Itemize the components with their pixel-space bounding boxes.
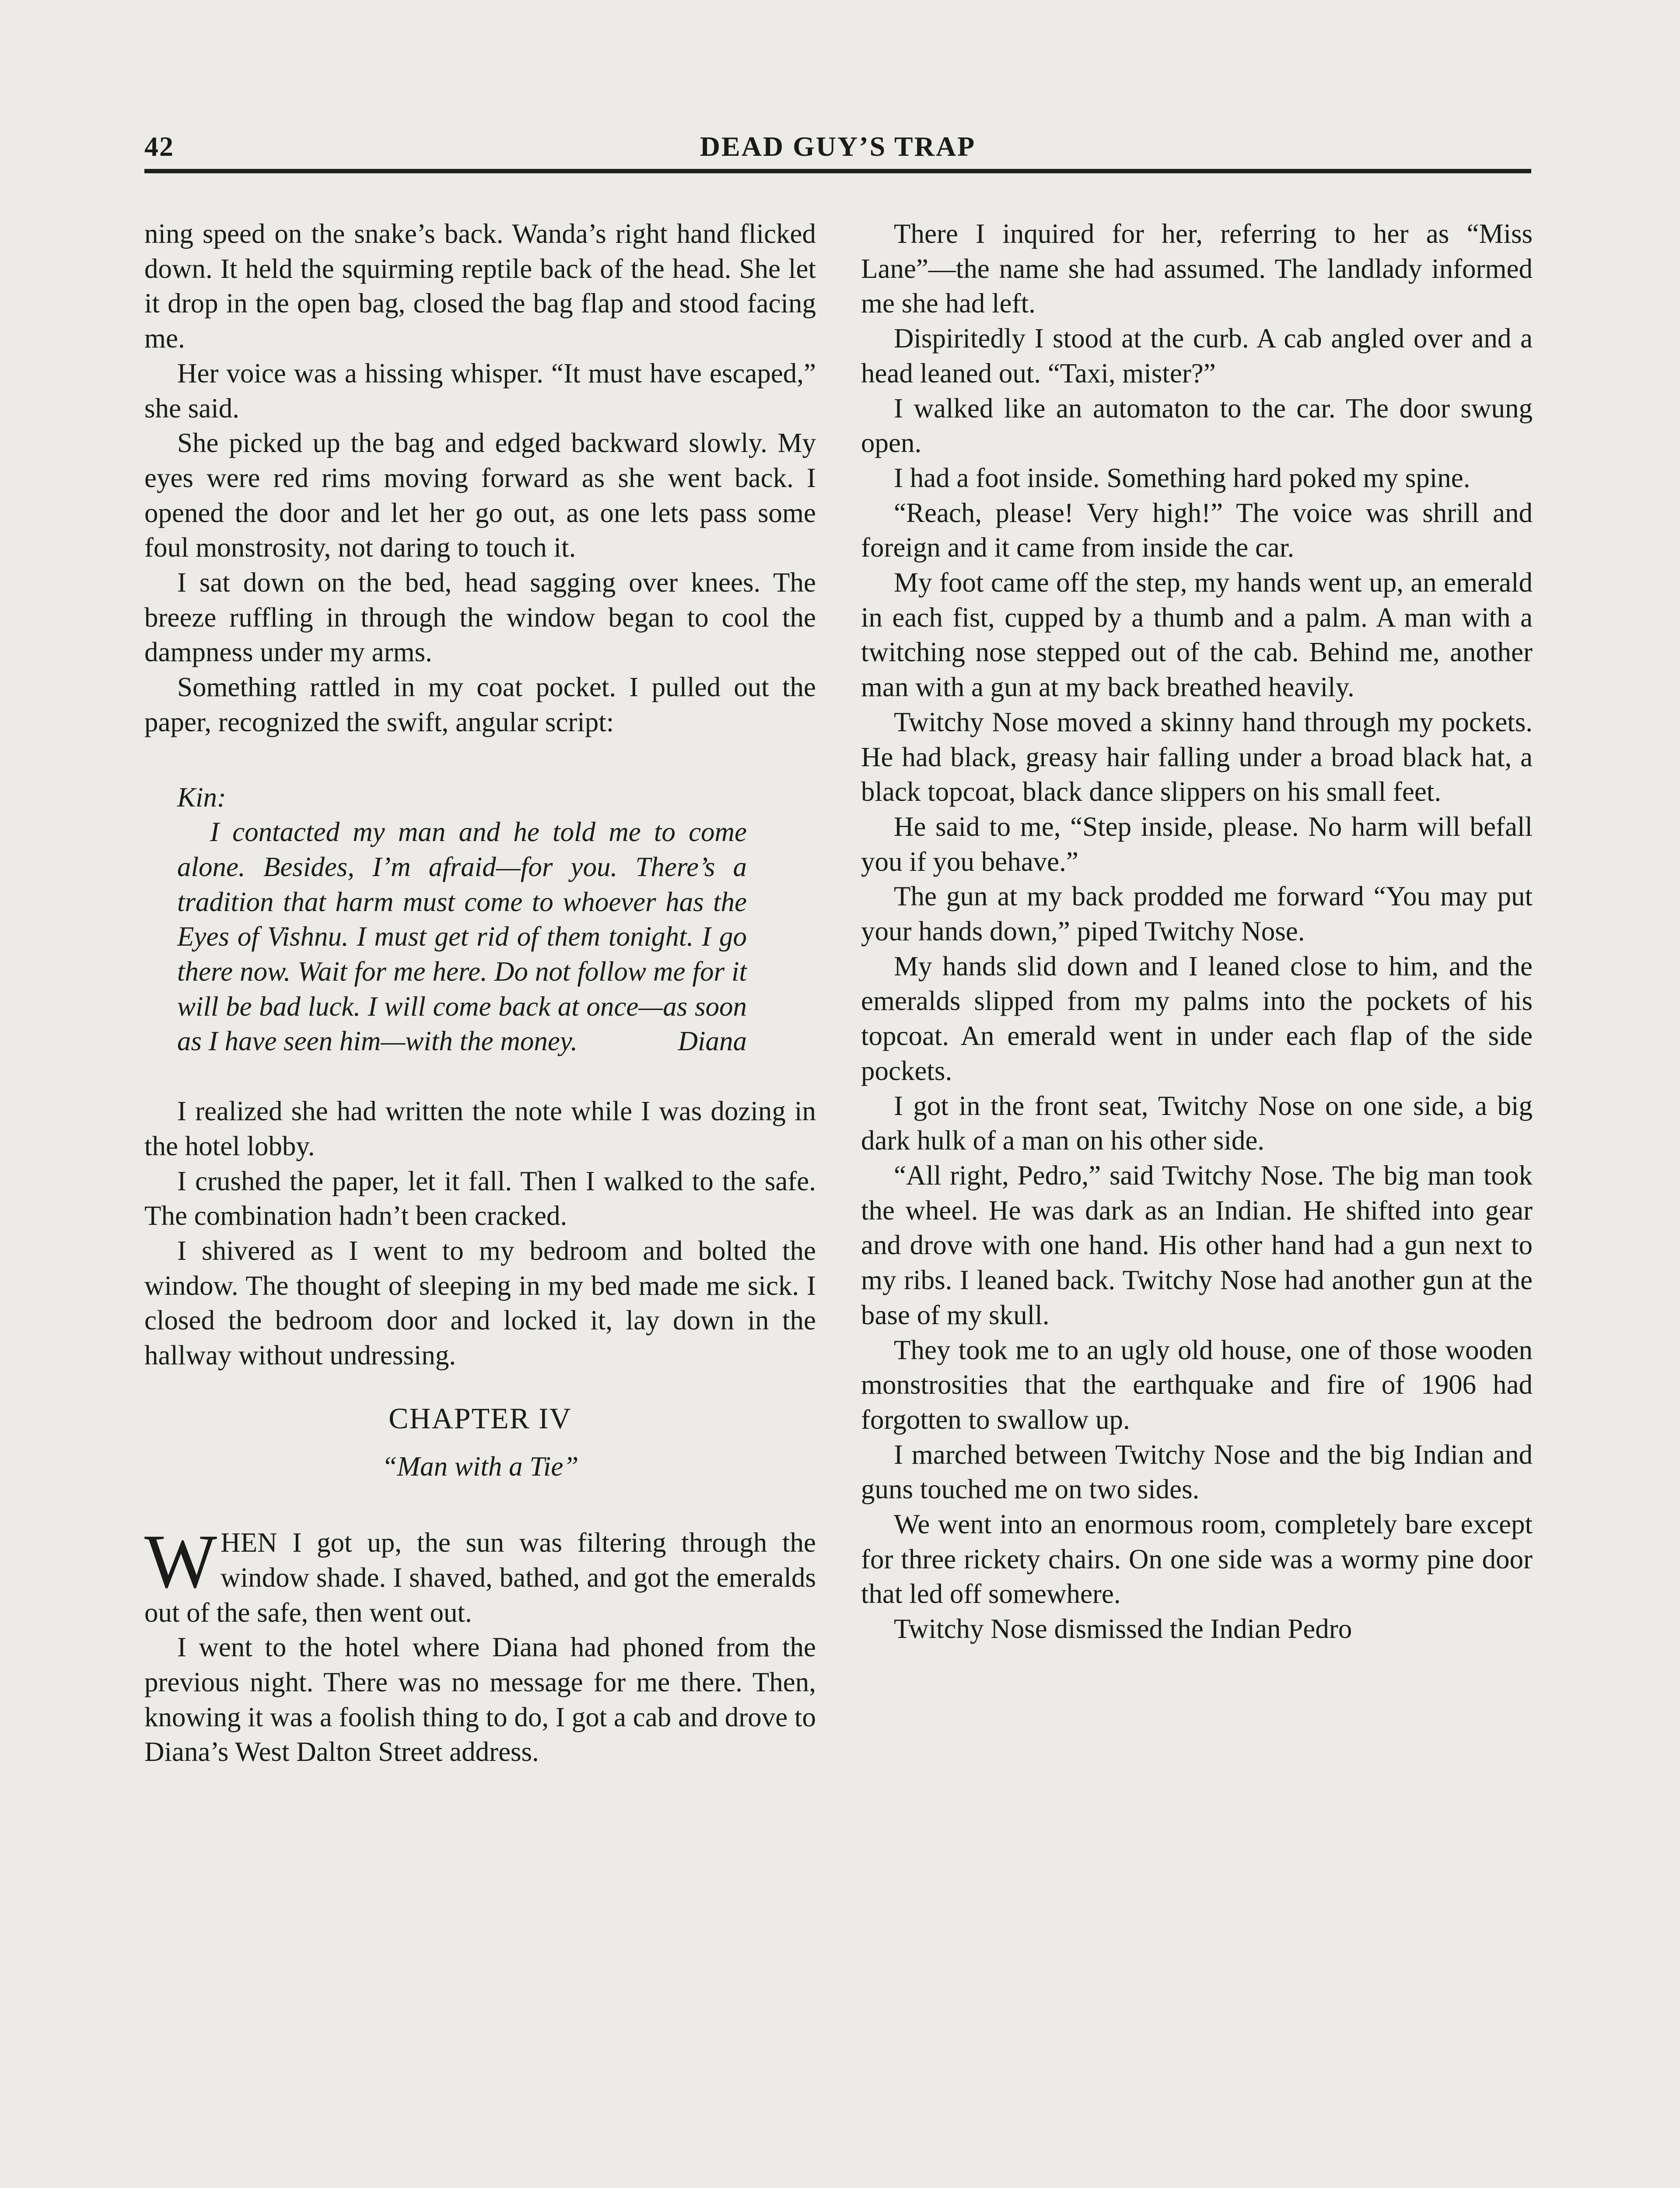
- paragraph: My foot came off the step, my hands went up, an emerald in each fist, cupped by a thumb and a palm. A man with a twitching nose stepped out of the cab. Behind me, another man with a gun at my back breathed heavily.: [861, 567, 1533, 703]
- paragraph: Dispiritedly I stood at the curb. A cab angled over and a head leaned out. “Taxi, mister?”: [861, 323, 1533, 389]
- paragraph: “Reach, please! Very high!” The voice was shrill and foreign and it came from inside the car.: [861, 497, 1533, 563]
- opening-text: HEN I got up, the sun was filtering through the window shade. I shaved, bathed, and got the emeralds out of the safe, then went out.: [144, 1527, 816, 1628]
- paragraph: I realized she had written the note while I was dozing in the hotel lobby.: [144, 1096, 816, 1161]
- note-body: [177, 815, 747, 1059]
- paragraph: He said to me, “Step inside, please. No harm will befall you if you behave.”: [861, 811, 1533, 877]
- paragraph: We went into an enormous room, completely bare except for three rickety chairs. On one side was a wormy pine door that led off somewhere.: [861, 1509, 1533, 1609]
- paragraph: I shivered as I went to my bedroom and bolted the window. The thought of sleeping in my bed made me sick. I closed the bedroom door and locked it, lay down in the hallway without undressing.: [144, 1235, 816, 1371]
- running-title: DEAD GUY’S TRAP: [700, 131, 976, 162]
- note-signature: Diana: [678, 1026, 747, 1057]
- chapter-opening-paragraph: [144, 1519, 816, 1630]
- paragraph: Something rattled in my coat pocket. I pulled out the paper, recognized the swift, angular script:: [144, 672, 816, 737]
- paragraph: I crushed the paper, let it fall. Then I walked to the safe. The combination hadn’t been cracked.: [144, 1165, 816, 1231]
- paragraph: Twitchy Nose moved a skinny hand through my pockets. He had black, greasy hair falling under a broad black hat, a black topcoat, black dance slippers on his small feet.: [861, 706, 1533, 807]
- page-header: [144, 127, 1531, 173]
- page-number: 42: [144, 131, 174, 162]
- paragraph: ning speed on the snake’s back. Wanda’s right hand flicked down. It held the squirming reptile back of the head. She let it drop in the open bag, closed the bag flap and stood facing me.: [144, 218, 816, 354]
- note-body-text: I contacted my man and he told me to come alone. Besides, I’m afraid—for you. There’s a tradition that harm must come to whoever has the Eyes of Vishnu. I must get rid of them tonight. I go there now. Wait for me here. Do not follow me for it will be bad luck. I will come back at once—as soon as I have seen him—with the money.: [177, 817, 747, 1057]
- paragraph: The gun at my back prodded me forward “You may put your hands down,” piped Twitchy Nose.: [861, 881, 1533, 947]
- paragraph: I had a foot inside. Something hard poked my spine.: [894, 462, 1470, 493]
- drop-cap: W: [144, 1519, 217, 1605]
- paragraph: I marched between Twitchy Nose and the big Indian and guns touched me on two sides.: [861, 1439, 1533, 1505]
- chapter-heading: CHAPTER IV: [388, 1401, 572, 1435]
- paragraph: I walked like an automaton to the car. The door swung open.: [861, 393, 1533, 459]
- paragraph: I got in the front seat, Twitchy Nose on one side, a big dark hulk of a man on his other side.: [861, 1090, 1533, 1156]
- paragraph: Twitchy Nose dismissed the Indian Pedro: [894, 1613, 1352, 1645]
- left-column: [144, 217, 816, 1770]
- paragraph: They took me to an ugly old house, one of those wooden monstrosities that the earthquake and fire of 1906 had forgotten to swallow up.: [861, 1334, 1533, 1435]
- paragraph: I went to the hotel where Diana had phoned from the previous night. There was no message for me there. Then, knowing it was a foolish thing to do, I got a cab and drove to Diana’s West Dalton Street address.: [144, 1632, 816, 1767]
- paragraph: She picked up the bag and edged backward slowly. My eyes were red rims moving forward as she went back. I opened the door and let her go out, as one lets pass some foul monstrosity, not daring to touch it.: [144, 428, 816, 563]
- note-salutation: Kin:: [177, 782, 227, 813]
- right-column: [861, 217, 1533, 1647]
- paragraph: There I inquired for her, referring to her as “Miss Lane”—the name she had assumed. The landlady informed me she had left.: [861, 218, 1533, 319]
- paragraph: “All right, Pedro,” said Twitchy Nose. The big man took the wheel. He was dark as an Indian. He shifted into gear and drove with one hand. His other hand had a gun next to my ribs. I leaned back. Twitchy Nose had another gun at the base of my skull.: [861, 1160, 1533, 1330]
- paragraph: My hands slid down and I leaned close to him, and the emeralds slipped from my palms into the pockets of his topcoat. An emerald went in under each flap of the side pockets.: [861, 950, 1533, 1086]
- chapter-subtitle: “Man with a Tie”: [382, 1451, 579, 1482]
- handwritten-note: [144, 780, 816, 1059]
- paragraph: Her voice was a hissing whisper. “It must have escaped,” she said.: [144, 358, 816, 424]
- paragraph: I sat down on the bed, head sagging over knees. The breeze ruffling in through the window began to cool the dampness under my arms.: [144, 567, 816, 668]
